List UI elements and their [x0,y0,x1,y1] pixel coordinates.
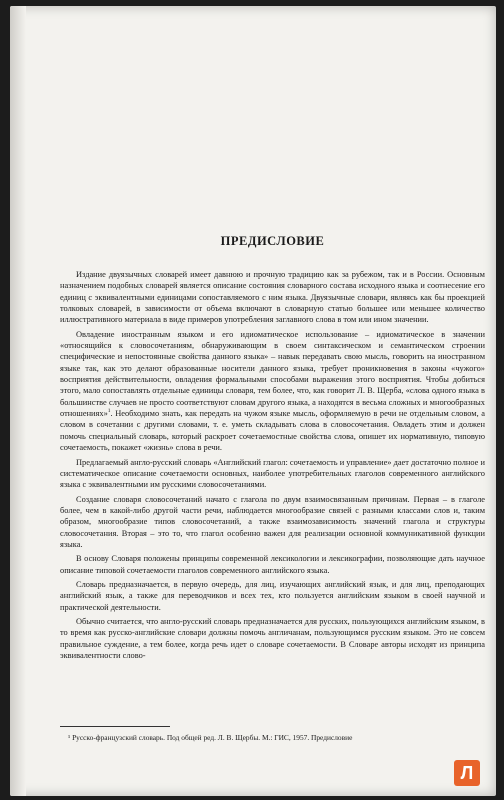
paragraph-2-tail: . Необходимо знать, как передать на чужом языке мысль, оформляемую в речи не отдельным словом, а словом в сочетании с другими словами, т. е. уметь складывать слова в словосочетания. Овладеть этим и должен помочь специальный словарь, который раскроет сочетаемостные свойства слова, опишет их нормативную, типовую сочетаемость, покажет «жизнь» слова в речи. [60,409,485,453]
paragraph-2-text: Овладение иностранным языком и его идиоматическое использование – идиоматическое в значении «относящийся к словосочетаниям, обнаруживающим в своем синтаксическом и семантическом строении специфические и непостоянные свойства данного языка» – навык передавать свою мысль, говорить на иностранном языке так, как это делают образованные носители данного языка, требует проникновения в законы «чужого» восприятия действительности, овладения формальными способами выражения этого восприятия. Чтобы добиться этого, мало сопоставлять отдельные единицы словаря, тем более, что, как говорит Л. В. Щерба, «слова одного языка в большинстве случаев не просто соответствуют словам другого языка, а находятся в весьма сложных и многообразных отношениях» [60,329,485,419]
footnote-text: ¹ Русско-французский словарь. Под общей ред. Л. В. Щербы. М.: ГИС, 1957. Предисловие [68,733,353,742]
paragraph-5: В основу Словаря положены принципы современной лексикологии и лексикографии, позволяющие дать научное описание типовой сочетаемости глаголов современного английского языка. [60,554,485,575]
paragraph-3: Предлагаемый англо-русский словарь «Английский глагол: сочетаемость и управление» дает достаточно полное и систематическое описание сочетаемости основных, наиболее употребительных глаголов современного английского языка с эквивалентными им русскими словосочетаниями. [60,457,485,490]
paragraph-7: Обычно считается, что англо-русский словарь предназначается для русских, пользующихся английским языком, в то время как русско-английские словари должны помочь англичанам, пользующимся русским языком. Это не совсем правильное суждение, а тем более, когда речь идет о словаре сочетаемости. В Словаре авторы исходят из принципа эквивалентности слово- [60,616,485,660]
paragraph-6: Словарь предназначается, в первую очередь, для лиц, изучающих английский язык, и для лиц, преподающих английский язык, а также для переводчиков и всех тех, кто пользуется английским языком в своей научной и практической деятельности. [60,579,485,612]
paragraph-2 [60,329,485,454]
footnote-rule [60,726,170,727]
publisher-logo-icon: Л [454,760,480,786]
footnote-mark: 1 [107,408,111,415]
page-spine-shadow [10,6,26,796]
book-page [10,6,496,796]
page-content [60,234,485,664]
paragraph-4: Создание словаря словосочетаний начато с глагола по двум взаимосвязанным причинам. Первая – в глаголе более, чем в какой-либо другой части речи, наблюдается многообразие связей с разными классами слов и, таким образом, многообразие типов словосочетаний, а также взаимозависимость значений глагола и структуры словосочетания. Вторая – это то, что глагол особенно важен для реализации основной коммуникативной функции языка. [60,494,485,549]
page-title: ПРЕДИСЛОВИЕ [220,234,325,248]
paragraph-1: Издание двуязычных словарей имеет давнюю и прочную традицию как за рубежом, так и в России. Основным назначением подобных словарей является описание состояния словарного состава исходного языка и соотнесение его единиц с эквивалентными единицами сопоставляемого с ним языка. Двуязычные словари, являясь как бы проекцией толковых словарей, в зависимости от объема включают в словарную статью большее или меньшее количество иллюстративного материала в виде примеров употребления заглавного слова в том или ином значении. [60,270,485,325]
footnote [60,726,485,742]
